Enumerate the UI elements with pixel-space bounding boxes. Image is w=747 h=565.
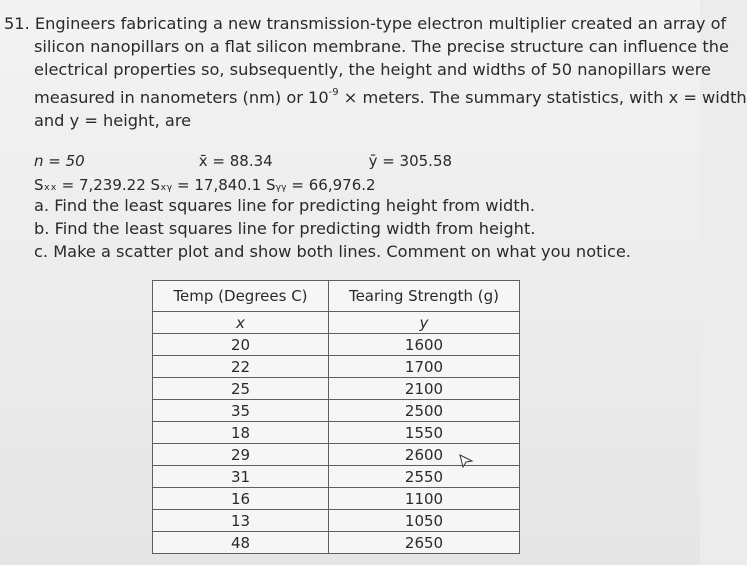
subheader-x: x [153, 312, 329, 334]
cell-temp: 22 [153, 356, 329, 378]
question-parts [34, 194, 631, 263]
problem-text-1: Engineers fabricating a new transmission-type electron multiplier created an array of [34, 14, 727, 33]
table-row [153, 334, 520, 356]
cell-temp: 16 [153, 488, 329, 510]
cell-temp: 35 [153, 400, 329, 422]
stat-n: n = 50 [34, 152, 85, 170]
header-temp: Temp (Degrees C) [153, 281, 329, 312]
cell-temp: 20 [153, 334, 329, 356]
problem-statement [4, 12, 747, 132]
cell-strength: 2100 [329, 378, 520, 400]
table-header-row [153, 281, 520, 312]
problem-number: 51. [4, 14, 30, 33]
table-row [153, 400, 520, 422]
cell-temp: 13 [153, 510, 329, 532]
mouse-cursor-icon [459, 454, 475, 468]
cell-strength: 2500 [329, 400, 520, 422]
cell-temp: 31 [153, 466, 329, 488]
problem-line-4 [4, 81, 747, 109]
summary-stats-row-1 [34, 152, 452, 170]
cell-strength: 2550 [329, 466, 520, 488]
stat-ybar: ȳ = 305.58 [368, 152, 453, 170]
problem-line-1 [4, 12, 727, 35]
table-row [153, 466, 520, 488]
cell-strength: 1050 [329, 510, 520, 532]
table-subheader-row [153, 312, 520, 334]
table-row [153, 378, 520, 400]
part-b: b. Find the least squares line for predicting width from height. [34, 219, 536, 238]
table-row [153, 356, 520, 378]
problem-text-4b: × meters. The summary statistics, with x = width [343, 88, 747, 107]
cell-temp: 48 [153, 532, 329, 554]
cell-temp: 18 [153, 422, 329, 444]
cell-strength: 1600 [329, 334, 520, 356]
table-row [153, 422, 520, 444]
cell-strength: 1100 [329, 488, 520, 510]
cell-temp: 25 [153, 378, 329, 400]
exponent: -9 [328, 87, 339, 98]
problem-text-4a: measured in nanometers (nm) or 10 [34, 88, 329, 107]
problem-line-5: and y = height, are [34, 111, 192, 130]
summary-stats-row-2: Sₓₓ = 7,239.22 Sₓᵧ = 17,840.1 Sᵧᵧ = 66,976.2 [34, 176, 376, 194]
cell-temp: 29 [153, 444, 329, 466]
table-row [153, 510, 520, 532]
stat-xbar: x̄ = 88.34 [198, 152, 273, 170]
problem-line-2: silicon nanopillars on a flat silicon membrane. The precise structure can influence the [34, 37, 729, 56]
table-row [153, 488, 520, 510]
problem-line-3: electrical properties so, subsequently, the height and widths of 50 nanopillars were [34, 60, 711, 79]
header-strength: Tearing Strength (g) [329, 281, 520, 312]
part-a: a. Find the least squares line for predicting height from width. [34, 196, 536, 215]
data-table [152, 280, 520, 554]
part-c: c. Make a scatter plot and show both lines. Comment on what you notice. [34, 242, 631, 261]
cell-strength: 2650 [329, 532, 520, 554]
cell-strength: 1550 [329, 422, 520, 444]
cell-strength: 1700 [329, 356, 520, 378]
cell-strength: 2600 [329, 444, 520, 466]
table-row [153, 532, 520, 554]
subheader-y: y [329, 312, 520, 334]
